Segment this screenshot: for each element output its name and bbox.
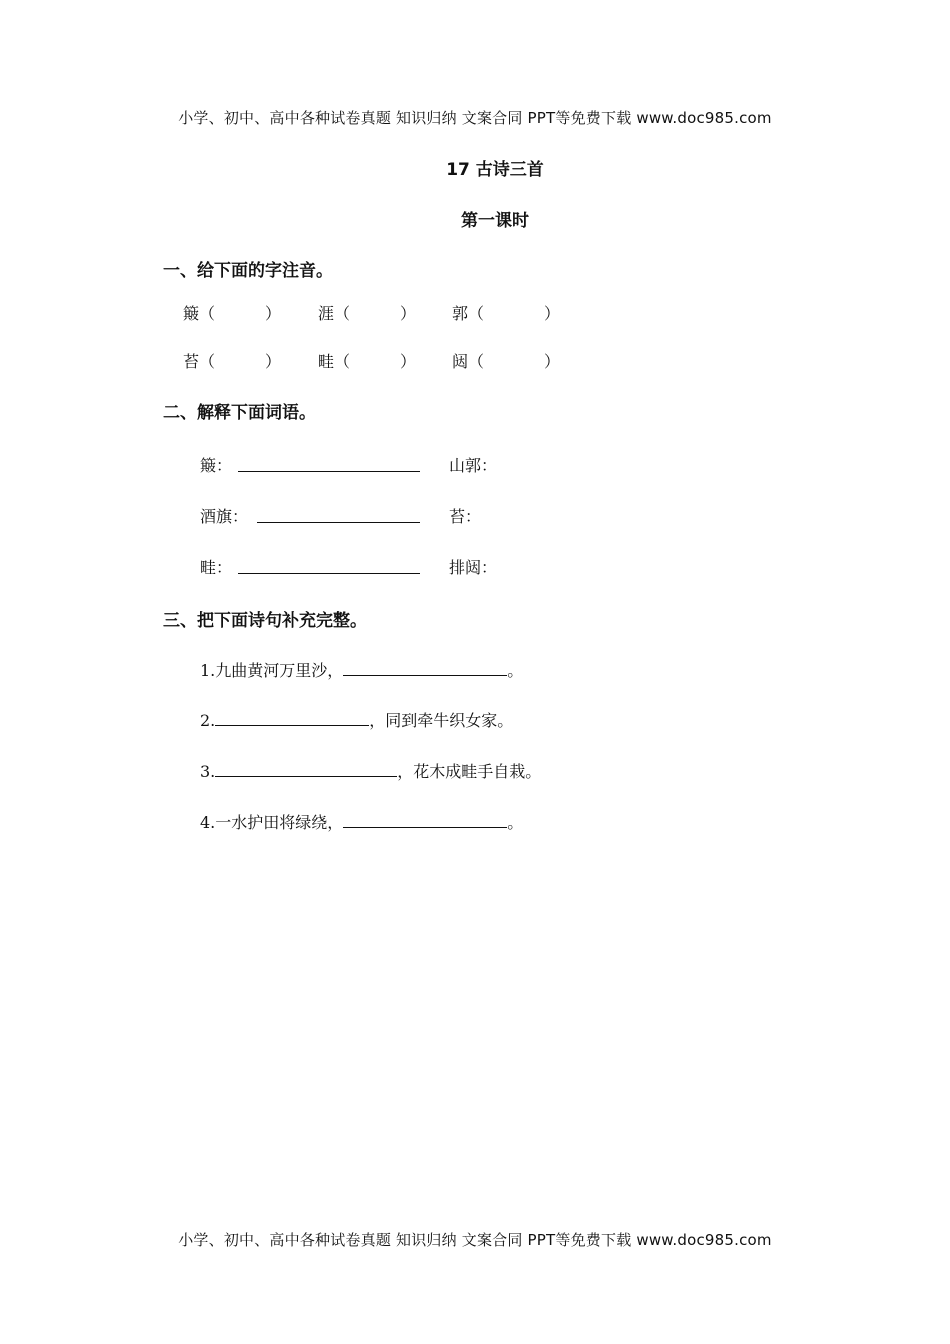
open-paren: （ [468, 352, 485, 371]
poem-line-4 [200, 810, 523, 833]
poem-line-3 [200, 759, 541, 782]
poem-text: 3. [200, 762, 216, 781]
term-label: 排闼： [449, 558, 498, 577]
poem-text: 。 [507, 813, 524, 832]
close-paren: ） [265, 304, 282, 323]
term-label: 畦： [200, 558, 233, 577]
pinyin-char: 闼 [452, 352, 469, 371]
poem-blank[interactable] [343, 813, 507, 828]
poem-text: 1.九曲黄河万里沙， [200, 661, 344, 680]
poem-blank[interactable] [343, 661, 507, 676]
open-paren: （ [199, 352, 216, 371]
answer-blank[interactable] [238, 471, 420, 472]
pinyin-item [183, 349, 281, 372]
pinyin-item [452, 349, 560, 372]
poem-text: 4.一水护田将绿绕， [200, 813, 344, 832]
poem-text: ，花木成畦手自栽。 [397, 762, 542, 781]
poem-blank[interactable] [215, 762, 397, 777]
poem-text: 。 [507, 661, 524, 680]
close-paren: ） [265, 352, 282, 371]
pinyin-char: 畦 [318, 352, 335, 371]
close-paren: ） [400, 304, 417, 323]
close-paren: ） [544, 304, 561, 323]
pinyin-char: 苔 [183, 352, 200, 371]
pinyin-item [452, 301, 560, 324]
open-paren: （ [199, 304, 216, 323]
section1-heading: 一、给下面的字注音。 [163, 261, 333, 281]
term-label: 酒旗： [200, 507, 249, 526]
footer-banner: 小学、初中、高中各种试卷真题 知识归纳 文案合同 PPT等免费下载 www.doc985.com [178, 1231, 772, 1249]
pinyin-item [318, 349, 416, 372]
section3-heading: 三、把下面诗句补充完整。 [163, 611, 367, 631]
page-title: 17 古诗三首 [446, 160, 544, 180]
header-banner: 小学、初中、高中各种试卷真题 知识归纳 文案合同 PPT等免费下载 www.doc985.com [178, 109, 772, 127]
section2-heading: 二、解释下面词语。 [163, 403, 316, 423]
close-paren: ） [544, 352, 561, 371]
pinyin-char: 郭 [452, 304, 469, 323]
open-paren: （ [334, 352, 351, 371]
term-label: 山郭： [449, 456, 498, 475]
open-paren: （ [334, 304, 351, 323]
open-paren: （ [468, 304, 485, 323]
term-label: 苔： [449, 507, 482, 526]
answer-blank[interactable] [238, 573, 420, 574]
close-paren: ） [400, 352, 417, 371]
poem-line-2 [200, 708, 513, 731]
poem-blank[interactable] [215, 711, 369, 726]
pinyin-char: 簸 [183, 304, 200, 323]
pinyin-char: 涯 [318, 304, 335, 323]
term-label: 簸： [200, 456, 233, 475]
poem-text: 2. [200, 711, 216, 730]
pinyin-item [318, 301, 416, 324]
answer-blank[interactable] [257, 522, 420, 523]
lesson-subtitle: 第一课时 [461, 211, 529, 231]
poem-text: ，同到牵牛织女家。 [369, 711, 514, 730]
poem-line-1 [200, 658, 523, 681]
pinyin-item [183, 301, 281, 324]
